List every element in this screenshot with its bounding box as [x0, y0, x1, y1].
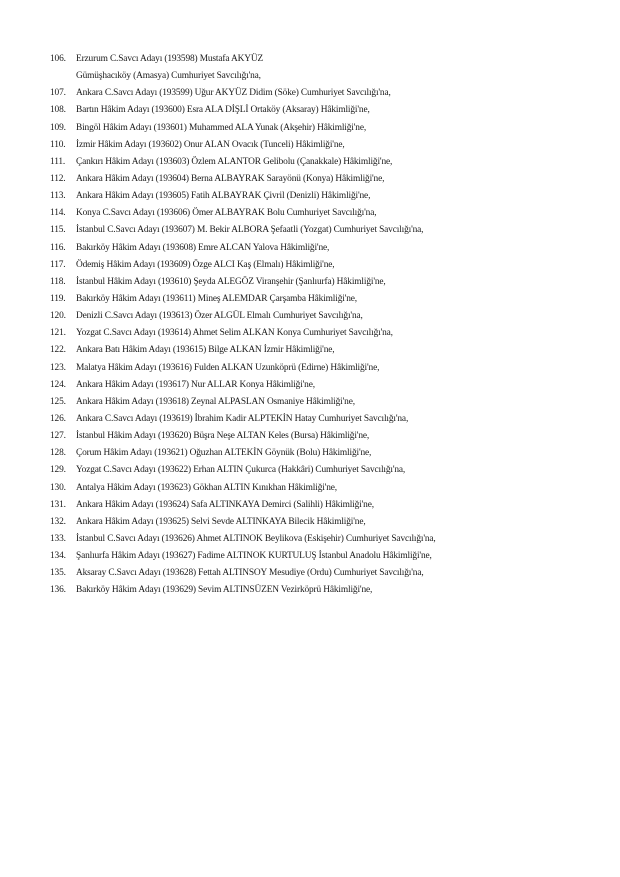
- entry-text: İstanbul C.Savcı Adayı (193626) Ahmet ALTINOK Beylikova (Eskişehir) Cumhuriyet Savcılığı'na,: [76, 533, 436, 544]
- list-item: [50, 102, 600, 119]
- list-item: [50, 120, 600, 137]
- list-item: [50, 497, 600, 514]
- list-item: [50, 565, 600, 582]
- list-item: [50, 514, 600, 531]
- entry-number: 136.: [50, 585, 66, 596]
- list-item: [50, 360, 600, 377]
- entry-number: 112.: [50, 174, 66, 184]
- entry-text: Ankara Hâkim Adayı (193618) Zeynal ALPASLAN Osmaniye Hâkimliği'ne,: [76, 396, 355, 407]
- list-item: [50, 411, 600, 428]
- entry-text: Yozgat C.Savcı Adayı (193622) Erhan ALTIN Çukurca (Hakkâri) Cumhuriyet Savcılığı'na,: [76, 465, 406, 476]
- list-item: [50, 462, 600, 479]
- entry-number: 116.: [50, 242, 66, 253]
- entry-number: 132.: [50, 516, 66, 527]
- entry-number: 110.: [50, 139, 66, 150]
- entry-text: İstanbul Hâkim Adayı (193620) Büşra Neşe ALTAN Keles (Bursa) Hâkimliği'ne,: [76, 431, 370, 442]
- entry-text: İstanbul Hâkim Adayı (193610) Şeyda ALEGÖZ Viranşehir (Şanlıurfa) Hâkimliği'ne,: [76, 276, 386, 287]
- entry-number: 134.: [50, 551, 66, 562]
- entry-number: 117.: [50, 259, 66, 270]
- entry-text: Ankara Hâkim Adayı (193617) Nur ALLAR Konya Hâkimliği'ne,: [76, 379, 315, 390]
- entry-number: 113.: [50, 191, 66, 202]
- entry-text: Ankara Batı Hâkim Adayı (193615) Bilge ALKAN İzmir Hâkimliği'ne,: [76, 345, 335, 356]
- entry-text: Ankara C.Savcı Adayı (193599) Uğur AKYÜZ Didim (Söke) Cumhuriyet Savcılığı'na,: [76, 88, 391, 99]
- entry-number: 106.: [50, 54, 66, 64]
- entry-number: 127.: [50, 431, 66, 442]
- entry-text: Ödemiş Hâkim Adayı (193609) Özge ALCI Kaş (Elmalı) Hâkimliği'ne,: [76, 259, 335, 270]
- list-item: [50, 222, 600, 239]
- entry-text: Bartın Hâkim Adayı (193600) Esra ALA DİŞLİ Ortaköy (Aksaray) Hâkimliği'ne,: [76, 105, 370, 116]
- entry-number: 123.: [50, 362, 66, 373]
- entry-number: 119.: [50, 293, 66, 304]
- entry-text: Şanlıurfa Hâkim Adayı (193627) Fadime ALTINOK KURTULUŞ İstanbul Anadolu Hâkimliği'ne,: [76, 551, 432, 562]
- entry-number: 129.: [50, 465, 66, 476]
- entry-text: İzmir Hâkim Adayı (193602) Onur ALAN Ovacık (Tunceli) Hâkimliği'ne,: [76, 139, 345, 150]
- list-item: [50, 51, 600, 85]
- entry-text: Bingöl Hâkim Adayı (193601) Muhammed ALA Yunak (Akşehir) Hâkimliği'ne,: [76, 122, 367, 133]
- entry-number: 128.: [50, 448, 66, 459]
- entry-text: Antalya Hâkim Adayı (193623) Gökhan ALTIN Kınıkhan Hâkimliği'ne,: [76, 482, 337, 493]
- entry-text: Ankara C.Savcı Adayı (193619) İbrahim Kadir ALPTEKİN Hatay Cumhuriyet Savcılığı'na,: [76, 413, 409, 424]
- list-item: [50, 154, 600, 171]
- list-item: [50, 531, 600, 548]
- entry-number: 108.: [50, 105, 66, 116]
- entry-text: Çankırı Hâkim Adayı (193603) Özlem ALANTOR Gelibolu (Çanakkale) Hâkimliği'ne,: [76, 156, 393, 167]
- entry-number: 111.: [50, 156, 66, 167]
- appointment-list: [50, 51, 600, 600]
- entry-number: 133.: [50, 533, 66, 544]
- entry-number: 115.: [50, 225, 66, 236]
- entry-number: 120.: [50, 311, 66, 322]
- list-item: [50, 257, 600, 274]
- list-item: [50, 325, 600, 342]
- entry-number: 121.: [50, 328, 66, 339]
- entry-text: Erzurum C.Savcı Adayı (193598) Mustafa AKYÜZ Gümüşhacıköy (Amasya) Cumhuriyet Savcılığı'na,: [76, 54, 264, 81]
- list-item: [50, 188, 600, 205]
- list-item: [50, 137, 600, 154]
- entry-text: Ankara Hâkim Adayı (193604) Berna ALBAYRAK Sarayönü (Konya) Hâkimliği'ne,: [76, 174, 385, 184]
- entry-text: Ankara Hâkim Adayı (193624) Safa ALTINKAYA Demirci (Salihli) Hâkimliği'ne,: [76, 499, 374, 510]
- list-item: [50, 445, 600, 462]
- entry-number: 124.: [50, 379, 66, 390]
- entry-text: Denizli C.Savcı Adayı (193613) Özer ALGÜL Elmalı Cumhuriyet Savcılığı'na,: [76, 311, 363, 322]
- entry-text: Yozgat C.Savcı Adayı (193614) Ahmet Selim ALKAN Konya Cumhuriyet Savcılığı'na,: [76, 328, 393, 339]
- list-item: [50, 205, 600, 222]
- list-item: [50, 171, 600, 188]
- entry-number: 107.: [50, 88, 66, 99]
- list-item: [50, 428, 600, 445]
- list-item: [50, 85, 600, 102]
- entry-number: 126.: [50, 413, 66, 424]
- entry-text: Çorum Hâkim Adayı (193621) Oğuzhan ALTEKİN Göynük (Bolu) Hâkimliği'ne,: [76, 448, 372, 459]
- list-item: [50, 240, 600, 257]
- entry-number: 109.: [50, 122, 66, 133]
- list-item: [50, 308, 600, 325]
- entry-number: 122.: [50, 345, 66, 356]
- list-item: [50, 377, 600, 394]
- list-item: [50, 548, 600, 565]
- entry-number: 130.: [50, 482, 66, 493]
- entry-text: İstanbul C.Savcı Adayı (193607) M. Bekir ALBORA Şefaatli (Yozgat) Cumhuriyet Savcılığı'na,: [76, 225, 424, 236]
- list-item: [50, 582, 600, 599]
- entry-text: Bakırköy Hâkim Adayı (193611) Mineş ALEMDAR Çarşamba Hâkimliği'ne,: [76, 293, 357, 304]
- entry-number: 135.: [50, 568, 66, 579]
- list-item: [50, 394, 600, 411]
- entry-number: 114.: [50, 208, 66, 219]
- entry-text: Ankara Hâkim Adayı (193625) Selvi Sevde ALTINKAYA Bilecik Hâkimliği'ne,: [76, 516, 366, 527]
- entry-text: Bakırköy Hâkim Adayı (193608) Emre ALCAN Yalova Hâkimliği'ne,: [76, 242, 330, 253]
- list-item: [50, 291, 600, 308]
- entry-text: Aksaray C.Savcı Adayı (193628) Fettah ALTINSOY Mesudiye (Ordu) Cumhuriyet Savcılığı'na,: [76, 568, 424, 579]
- entry-text: Ankara Hâkim Adayı (193605) Fatih ALBAYRAK Çivril (Denizli) Hâkimliği'ne,: [76, 191, 371, 202]
- list-item: [50, 480, 600, 497]
- entry-text: Bakırköy Hâkim Adayı (193629) Sevim ALTINSÜZEN Vezirköprü Hâkimliği'ne,: [76, 585, 373, 596]
- entry-text: Malatya Hâkim Adayı (193616) Fulden ALKAN Uzunköprü (Edirne) Hâkimliği'ne,: [76, 362, 380, 373]
- list-item: [50, 274, 600, 291]
- entry-number: 131.: [50, 499, 66, 510]
- entry-number: 118.: [50, 276, 66, 287]
- entry-number: 125.: [50, 396, 66, 407]
- entry-text: Konya C.Savcı Adayı (193606) Ömer ALBAYRAK Bolu Cumhuriyet Savcılığı'na,: [76, 208, 377, 219]
- list-item: [50, 342, 600, 359]
